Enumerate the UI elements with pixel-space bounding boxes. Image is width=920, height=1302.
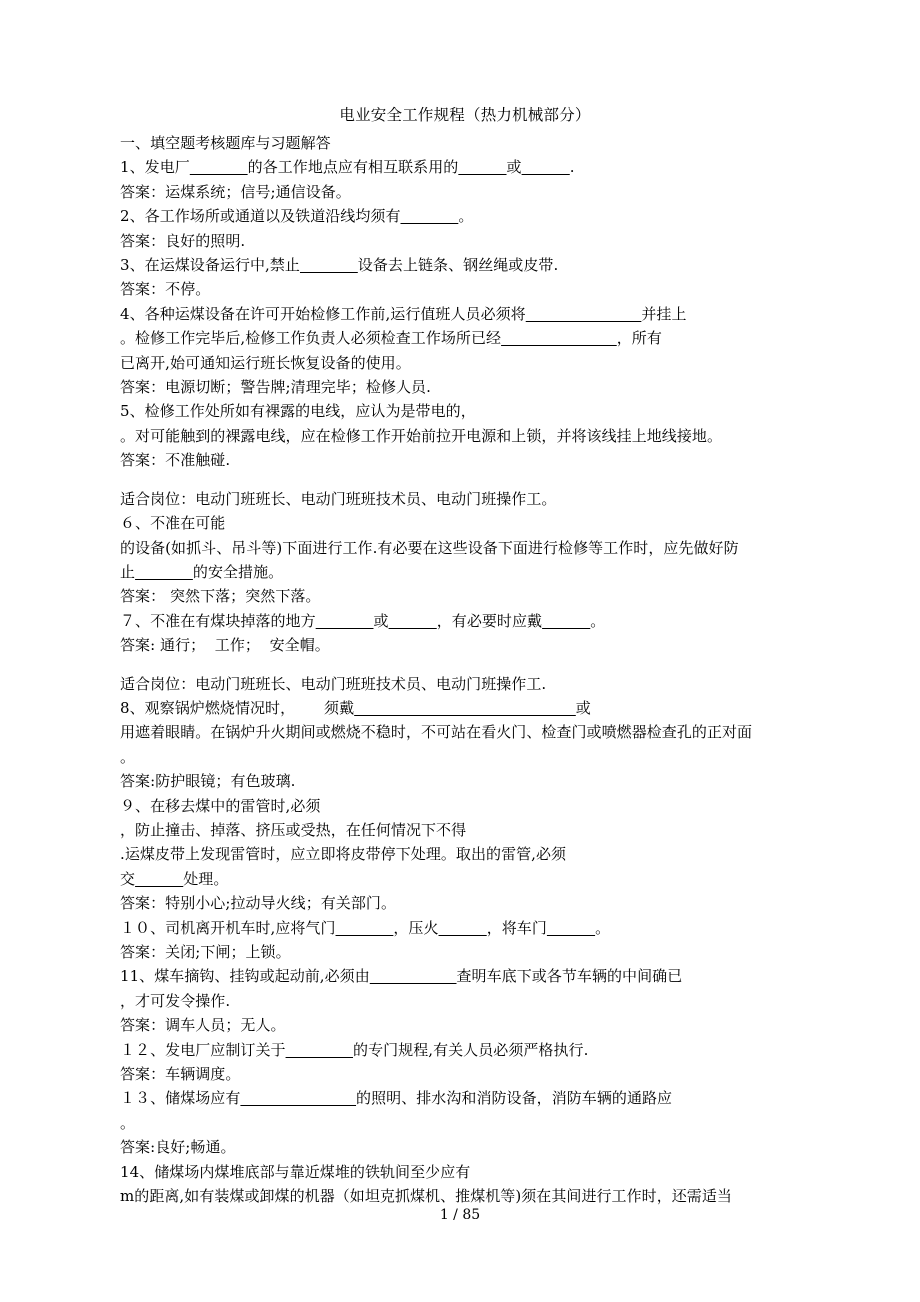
line-text: 答案:良好;畅通。	[120, 1138, 236, 1157]
line-text: 。	[458, 207, 474, 226]
doc-line-a8	[120, 769, 810, 793]
doc-line-q12	[120, 1038, 810, 1062]
question-lines	[120, 155, 810, 1208]
line-text: 。	[120, 1113, 136, 1132]
fill-in-blank	[458, 158, 506, 176]
line-text: 。检修工作完毕后,检修工作负责人必须检查工作场所已经	[120, 329, 502, 348]
line-text: ６、不准在可能	[120, 514, 226, 533]
doc-line-a4	[120, 375, 810, 399]
fill-in-blank	[135, 870, 183, 888]
doc-line-q6l2	[120, 536, 810, 560]
doc-line-q10	[120, 916, 810, 940]
doc-line-q4l3	[120, 351, 810, 375]
doc-line-q9l3	[120, 842, 810, 866]
line-text: 。	[120, 747, 136, 766]
line-text: ，压火	[393, 918, 439, 937]
line-text: ，防止撞击、掉落、挤压或受热，在任何情况下不得	[120, 820, 467, 839]
line-text: 的专门规程,有关人员必须严格执行.	[353, 1040, 589, 1059]
line-text: 。对可能触到的裸露电线，应在检修工作开始前拉开电源和上锁，并将该线挂上地线接地。	[120, 426, 723, 445]
doc-line-a5	[120, 448, 810, 472]
doc-line-q9l1	[120, 794, 810, 818]
line-text: ９、在移去煤中的雷管时,必须	[120, 796, 321, 815]
line-text: 。	[595, 918, 611, 937]
fill-in-blank	[316, 612, 374, 630]
fill-in-blank	[286, 1041, 353, 1059]
line-text: 并挂上	[641, 304, 687, 323]
doc-line-role1	[120, 487, 810, 511]
doc-line-a1	[120, 180, 810, 204]
line-text: 答案:防护眼镜；有色玻璃.	[120, 772, 296, 791]
fill-in-blank	[336, 919, 394, 937]
doc-line-q13l2	[120, 1111, 810, 1135]
fill-in-blank	[135, 563, 193, 581]
doc-line-q8l3	[120, 745, 810, 769]
line-text: 交	[120, 869, 136, 888]
doc-line-q2	[120, 204, 810, 228]
doc-line-a12	[120, 1062, 810, 1086]
doc-line-a10	[120, 940, 810, 964]
line-text: 答案：电源切断；警告牌;清理完毕；检修人员.	[120, 378, 431, 397]
doc-line-q9l2	[120, 818, 810, 842]
doc-line-q3	[120, 253, 810, 277]
line-text: .运煤皮带上发现雷管时，应立即将皮带停下处理。取出的雷管,必须	[120, 845, 567, 864]
section-heading: 一、填空题考核题库与习题解答	[120, 134, 331, 152]
line-text: 答案：不准触碰.	[120, 451, 231, 470]
line-text: 的各工作地点应有相互联系用的	[247, 158, 459, 177]
line-text: 查明车底下或各节车辆的中间确已	[456, 967, 683, 986]
line-text: 2、各工作场所或通道以及铁道沿线均须有	[120, 207, 401, 226]
doc-line-a9	[120, 891, 810, 915]
doc-line-q7	[120, 609, 810, 633]
doc-line-q11l1	[120, 964, 810, 988]
line-text: 答案: 通行； 工作； 安全帽。	[120, 636, 330, 655]
fill-in-blank	[522, 158, 570, 176]
doc-line-q5l2	[120, 424, 810, 448]
doc-line-q8l1	[120, 696, 810, 720]
fill-in-blank	[354, 699, 576, 717]
doc-line-a7	[120, 633, 810, 657]
fill-in-blank	[370, 967, 457, 985]
doc-line-q9l4	[120, 867, 810, 891]
doc-line-q8l2	[120, 720, 810, 744]
line-text: 或	[373, 611, 389, 630]
line-text: 答案：特别小心;拉动导火线；有关部门。	[120, 894, 397, 913]
line-text: 1、发电厂	[120, 158, 190, 177]
line-text: 的设备(如抓斗、吊斗等)下面进行工作.有必要在这些设备下面进行检修等工作时，应先做好防	[120, 538, 739, 557]
line-text: 的安全措施。	[192, 562, 284, 581]
line-text: 或	[506, 158, 522, 177]
line-text: 答案：运煤系统；信号;通信设备。	[120, 182, 351, 201]
doc-line-q14l1	[120, 1160, 810, 1184]
doc-line-q1	[120, 155, 810, 179]
line-text: ，所有	[616, 329, 662, 348]
doc-line-q6l1	[120, 511, 810, 535]
line-text: .	[569, 158, 575, 177]
line-text: 适合岗位：电动门班班长、电动门班班技术员、电动门班操作工。	[120, 489, 557, 508]
line-text: 答案：关闭;下闸；上锁。	[120, 943, 291, 961]
fill-in-blank	[190, 158, 248, 176]
doc-line-a2	[120, 229, 810, 253]
line-text: m的距离,如有装煤或卸煤的机器（如坦克抓煤机、推煤机等)须在其间进行工作时，还需适当	[120, 1187, 732, 1206]
document-body	[120, 104, 810, 1208]
fill-in-blank	[542, 612, 590, 630]
doc-line-role2	[120, 672, 810, 696]
line-text: １０、司机离开机车时,应将气门	[120, 918, 336, 937]
doc-line-q4l1	[120, 302, 810, 326]
fill-in-blank	[526, 305, 642, 323]
line-text: 用遮着眼睛。在锅炉升火期间或燃烧不稳时，不可站在看火门、检查门或喷燃器检查孔的正对面	[120, 723, 753, 742]
line-text: 处理。	[183, 869, 229, 888]
doc-line-a3	[120, 277, 810, 301]
fill-in-blank	[401, 207, 459, 225]
fill-in-blank	[389, 612, 437, 630]
doc-line-q4l2	[120, 326, 810, 350]
fill-in-blank	[501, 329, 617, 347]
line-text: １２、发电厂应制订关于	[120, 1040, 286, 1059]
fill-in-blank	[547, 919, 595, 937]
doc-line-q11l2	[120, 989, 810, 1013]
line-text: 答案：调车人员；无人。	[120, 1016, 286, 1035]
line-text: 止	[120, 562, 136, 581]
line-text: 14、储煤场内煤堆底部与靠近煤堆的铁轨间至少应有	[120, 1162, 471, 1181]
line-text: 答案：良好的照明.	[120, 231, 246, 250]
line-text: ，将车门	[486, 918, 547, 937]
fill-in-blank	[300, 256, 358, 274]
fill-in-blank	[240, 1089, 356, 1107]
document-title: 电业安全工作规程（热力机械部分）	[339, 106, 591, 124]
line-text: ，才可发令操作.	[120, 991, 231, 1010]
page-footer: 1 / 85	[439, 1207, 481, 1223]
line-text: 答案： 突然下落；突然下落。	[120, 587, 321, 606]
line-text: ７、不准在有煤块掉落的地方	[120, 611, 316, 630]
doc-line-q13l1	[120, 1086, 810, 1110]
fill-in-blank	[439, 919, 487, 937]
line-text: 适合岗位：电动门班班长、电动门班班技术员、电动门班操作工.	[120, 674, 547, 693]
line-text: 。	[590, 611, 606, 630]
line-text: 已离开,始可通知运行班长恢复设备的使用。	[120, 353, 411, 372]
line-text: 或	[575, 698, 591, 717]
line-text: 答案：车辆调度。	[120, 1065, 241, 1084]
line-text: ，有必要时应戴	[436, 611, 543, 630]
doc-line-q5l1	[120, 399, 810, 423]
doc-line-a6	[120, 584, 810, 608]
line-text: １３、储煤场应有	[120, 1089, 241, 1108]
line-text: 设备去上链条、钢丝绳或皮带.	[357, 256, 559, 275]
line-text: 3、在运煤设备运行中,禁止	[120, 256, 300, 275]
doc-line-a11	[120, 1013, 810, 1037]
doc-line-a13	[120, 1135, 810, 1159]
line-text: 11、煤车摘钩、挂钩或起动前,必须由	[120, 967, 370, 986]
line-text: 的照明、排水沟和消防设备，消防车辆的通路应	[356, 1089, 673, 1108]
line-text: 答案：不停。	[120, 280, 211, 299]
line-text: 4、各种运煤设备在许可开始检修工作前,运行值班人员必须将	[120, 304, 526, 323]
doc-line-q6l3	[120, 560, 810, 584]
line-text: 5、检修工作处所如有裸露的电线，应认为是带电的，	[120, 402, 476, 421]
line-text: 8、观察锅炉燃烧情况时， 须戴	[120, 698, 355, 717]
